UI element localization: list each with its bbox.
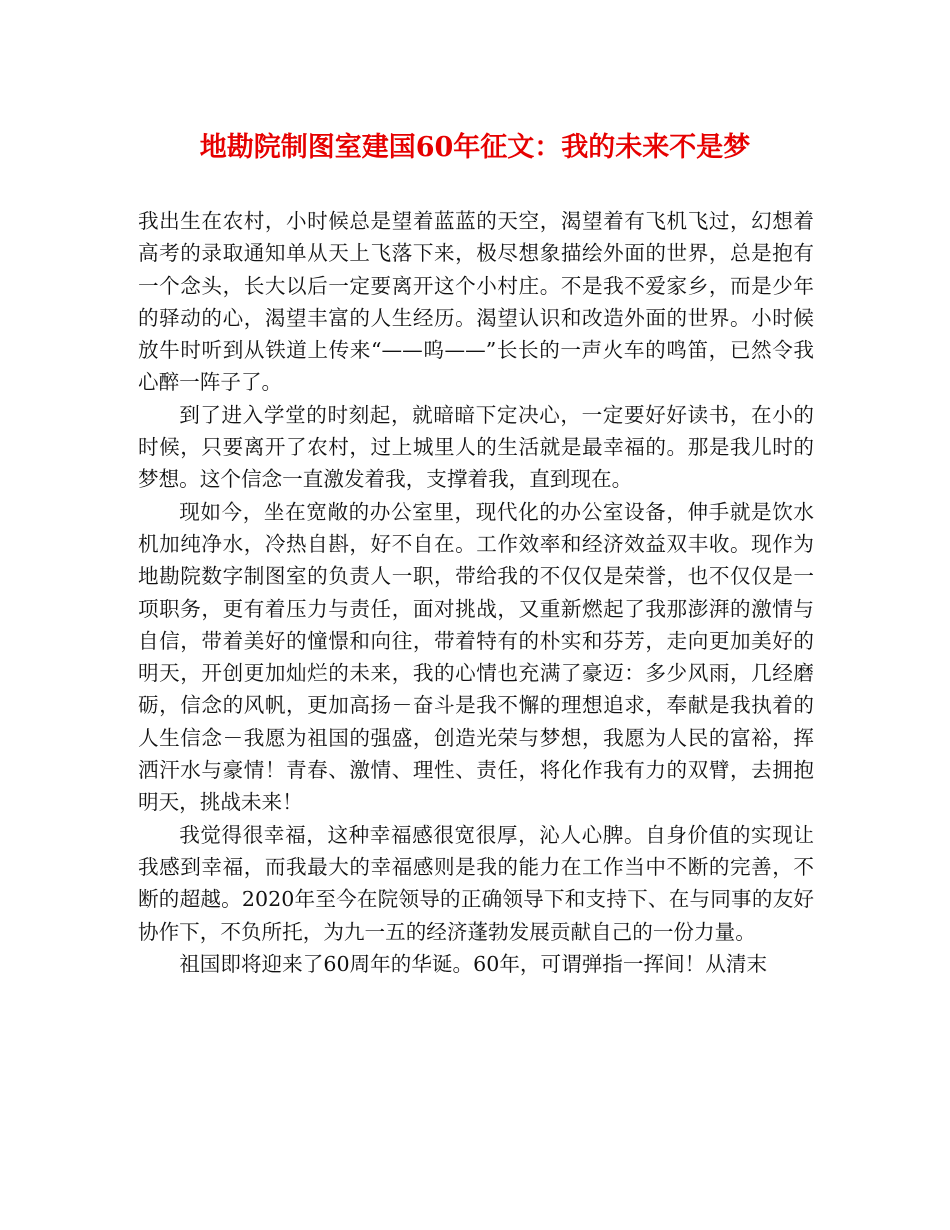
document-body <box>138 205 814 980</box>
paragraph-school: 到了进入学堂的时刻起，就暗暗下定决心，一定要好好读书，在小的时候，只要离开了农村，过上城里人的生活就是最幸福的。那是我儿时的梦想。这个信念一直激发着我，支撑着我，直到现在。 <box>138 402 814 492</box>
paragraph-anniversary: 祖国即将迎来了60周年的华诞。60年，可谓弹指一挥间！从清末 <box>179 951 768 976</box>
paragraph-happiness: 我觉得很幸福，这种幸福感很宽很厚，沁人心脾。自身价值的实现让我感到幸福，而我最大的幸福感则是我的能力在工作当中不断的完善，不断的超越。2020年至今在院领导的正确领导下和支持下、在与同事的友好协作下，不负所托，为九一五的经济蓬勃发展贡献自己的一份力量。 <box>138 822 814 944</box>
paragraph-childhood: 我出生在农村，小时候总是望着蓝蓝的天空，渴望着有飞机飞过，幻想着高考的录取通知单从天上飞落下来，极尽想象描绘外面的世界，总是抱有一个念头，长大以后一定要离开这个小村庄。不是我不爱家乡，而是少年的驿动的心，渴望丰富的人生经历。渴望认识和改造外面的世界。小时候放牛时听到从铁道上传来“——呜——”长长的一声火车的鸣笛，已然令我心醉一阵子了。 <box>138 209 814 395</box>
document-title: 地勘院制图室建国60年征文：我的未来不是梦 <box>199 132 751 163</box>
paragraph-office: 现如今，坐在宽敞的办公室里，现代化的办公室设备，伸手就是饮水机加纯净水，冷热自斟，好不自在。工作效率和经济效益双丰收。现作为地勘院数字制图室的负责人一职，带给我的不仅仅是荣誉，也不仅仅是一项职务，更有着压力与责任，面对挑战，又重新燃起了我那澎湃的激情与自信，带着美好的憧憬和向往，带着特有的朴实和芬芳，走向更加美好的明天，开创更加灿烂的未来，我的心情也充满了豪迈：多少风雨，几经磨砺，信念的风帆，更加高扬－奋斗是我不懈的理想追求，奉献是我执着的人生信念－我愿为祖国的强盛，创造光荣与梦想，我愿为人民的富裕，挥洒汗水与豪情！青春、激情、理性、责任，将化作我有力的双臂，去拥抱明天，挑战未来！ <box>138 499 814 815</box>
